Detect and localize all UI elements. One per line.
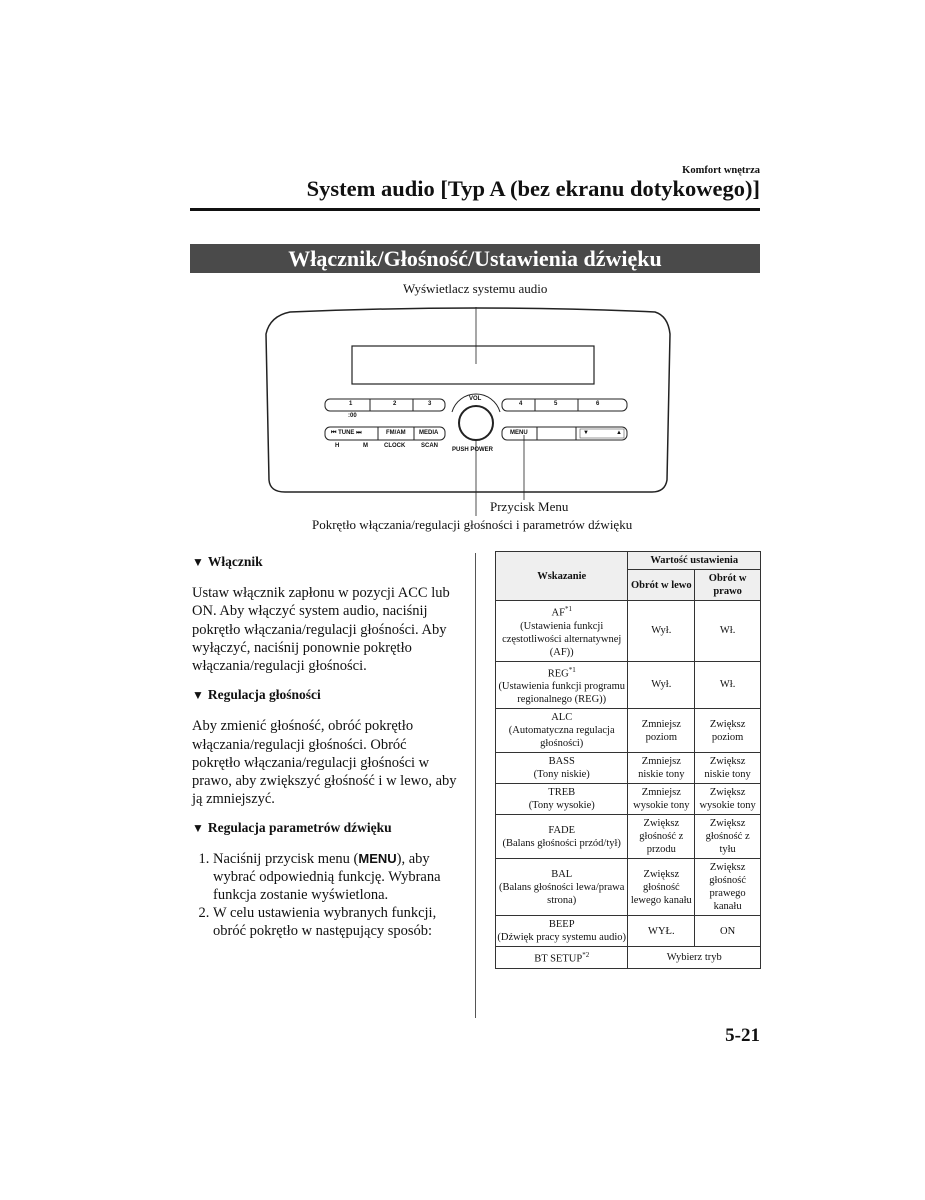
sub-00-label: :00: [348, 413, 357, 419]
tune-label: ⏮ TUNE ⏭: [331, 430, 362, 436]
cell-display: [496, 916, 628, 947]
scan-label: SCAN: [421, 443, 439, 449]
cell-turn-right: Zwiększ wysokie tony: [695, 784, 761, 815]
cell-display: [496, 784, 628, 815]
page-title: System audio [Typ A (bez ekranu dotykowego)]: [306, 176, 760, 201]
cell-turn-left: Zmniejsz wysokie tony: [628, 784, 695, 815]
cell-turn-left: WYŁ.: [628, 916, 695, 947]
page-number: 5-21: [725, 1025, 760, 1046]
cell-turn-left: Wył.: [628, 601, 695, 662]
footnote-marker: *1: [568, 665, 576, 674]
setting-name: AF: [551, 607, 565, 619]
setting-desc: (Balans głośności lewa/prawa strona): [499, 881, 625, 906]
paragraph-volume: Aby zmienić głośność, obróć pokrętło włączania/regulacji głośności. Obróć pokrętło włączania/regulacji głośności w prawo, aby zwiększyć głośność i w lewo, aby ją zmniejszyć.: [192, 718, 457, 808]
settings-table: [495, 551, 761, 969]
cell-turn-right: Zwiększ głośność prawego kanału: [695, 859, 761, 916]
setting-name: FADE: [548, 824, 576, 836]
table-row: [496, 709, 761, 753]
cell-display: [496, 947, 628, 969]
setting-name: TREB: [548, 787, 576, 798]
cell-display: [496, 601, 628, 662]
setting-desc: (Ustawienia funkcji częstotliwości alternatywnej (AF)): [502, 620, 622, 658]
steps-list: [192, 850, 457, 941]
table-row: [496, 947, 761, 969]
left-column: [192, 553, 457, 941]
title-rule: [190, 208, 760, 211]
triangle-icon: ▼: [192, 555, 204, 569]
setting-name: REG: [547, 668, 569, 679]
cell-display: [496, 753, 628, 784]
section-label: Komfort wnętrza: [682, 165, 760, 176]
header-display: Wskazanie: [496, 552, 628, 601]
audio-unit-drawing: [190, 280, 760, 535]
cell-display: [496, 661, 628, 709]
step-2: 2. W celu ustawienia wybranych funkcji, obróć pokrętło w następujący sposób:: [213, 904, 457, 940]
cell-display: [496, 709, 628, 753]
step-1: 1. Naciśnij przycisk menu (MENU), aby wybrać odpowiednią funkcję. Wybrana funkcja zostanie wyświetlona.: [213, 850, 457, 905]
footnote-marker: *2: [582, 951, 590, 959]
cell-turn-right: Wł.: [695, 661, 761, 709]
table-row: [496, 661, 761, 709]
preset-2-label: 2: [393, 401, 397, 407]
table-row: [496, 916, 761, 947]
cell-display: [496, 859, 628, 916]
cell-turn-left: Wył.: [628, 661, 695, 709]
menu-key: MENU: [358, 850, 397, 866]
triangle-icon: ▼: [192, 688, 204, 703]
setting-name: BEEP: [548, 919, 575, 930]
setting-desc: (Automatyczna regulacja głośności): [508, 725, 615, 749]
header-turn-right: Obrót w prawo: [695, 570, 761, 601]
cell-turn-right: Zwiększ poziom: [695, 709, 761, 753]
media-label: MEDIA: [419, 430, 439, 436]
down-arrow-icon: ▼: [583, 430, 589, 436]
setting-name: BT SETUP: [534, 953, 583, 965]
setting-desc: (Tony wysokie): [528, 800, 595, 811]
setting-desc: (Ustawienia funkcji programu regionalnego (REG)): [498, 681, 625, 705]
callout-menu: Przycisk Menu: [490, 499, 569, 514]
header-value: Wartość ustawienia: [628, 552, 761, 570]
clock-label: CLOCK: [384, 443, 406, 449]
setting-name: BAL: [551, 868, 573, 880]
callout-knob: Pokrętło włączania/regulacji głośności i parametrów dźwięku: [312, 517, 633, 532]
cell-turn-left: Zwiększ głośność lewego kanału: [628, 859, 695, 916]
table-row: [496, 859, 761, 916]
table-row: [496, 601, 761, 662]
cell-turn-left: Zmniejsz niskie tony: [628, 753, 695, 784]
triangle-icon: ▼: [192, 821, 204, 836]
audio-unit-figure: [190, 280, 760, 535]
footnote-marker: *1: [564, 605, 572, 613]
header-turn-left: Obrót w lewo: [628, 570, 695, 601]
cell-display: [496, 815, 628, 859]
cell-turn-left: Zmniejsz poziom: [628, 709, 695, 753]
preset-4-label: 4: [519, 401, 523, 407]
cell-value: Wybierz tryb: [628, 947, 761, 969]
menu-key-label: MENU: [510, 430, 528, 436]
cell-turn-right: ON: [695, 916, 761, 947]
section-banner: Włącznik/Głośność/Ustawienia dźwięku: [190, 244, 760, 273]
setting-desc: (Tony niskie): [533, 769, 590, 780]
heading-power: ▼ Włącznik: [192, 554, 263, 569]
up-arrow-icon: ▲: [616, 430, 622, 436]
callout-display: Wyświetlacz systemu audio: [403, 281, 548, 296]
heading-volume: ▼ Regulacja głośności: [192, 687, 321, 703]
column-divider: [475, 553, 476, 1018]
table-row: [496, 784, 761, 815]
cell-turn-right: Zwiększ głośność z tyłu: [695, 815, 761, 859]
cell-turn-right: Zwiększ niskie tony: [695, 753, 761, 784]
push-power-label: PUSH POWER: [452, 447, 494, 453]
m-label: M: [363, 443, 368, 449]
preset-5-label: 5: [554, 401, 558, 407]
vol-label: VOL: [469, 396, 482, 402]
setting-desc: (Balans głośności przód/tył): [502, 837, 621, 849]
preset-3-label: 3: [428, 401, 432, 407]
paragraph-power: Ustaw włącznik zapłonu w pozycji ACC lub ON. Aby włączyć system audio, naciśnij pokrętło włączania/regulacji głośności. Aby wyłączyć, naciśnij ponownie pokrętło włączania/regulacji głośności.: [192, 585, 450, 675]
fmam-label: FM/AM: [386, 430, 406, 436]
heading-sound: ▼ Regulacja parametrów dźwięku: [192, 820, 392, 836]
table-row: [496, 815, 761, 859]
setting-name: ALC: [551, 712, 573, 723]
cell-turn-left: Zwiększ głośność z przodu: [628, 815, 695, 859]
table-row: [496, 753, 761, 784]
preset-6-label: 6: [596, 401, 600, 407]
setting-desc: (Dźwięk pracy systemu audio): [497, 932, 627, 943]
cell-turn-right: Wł.: [695, 601, 761, 662]
setting-name: BASS: [548, 756, 575, 767]
preset-1-label: 1: [349, 401, 353, 407]
h-label: H: [335, 443, 340, 449]
